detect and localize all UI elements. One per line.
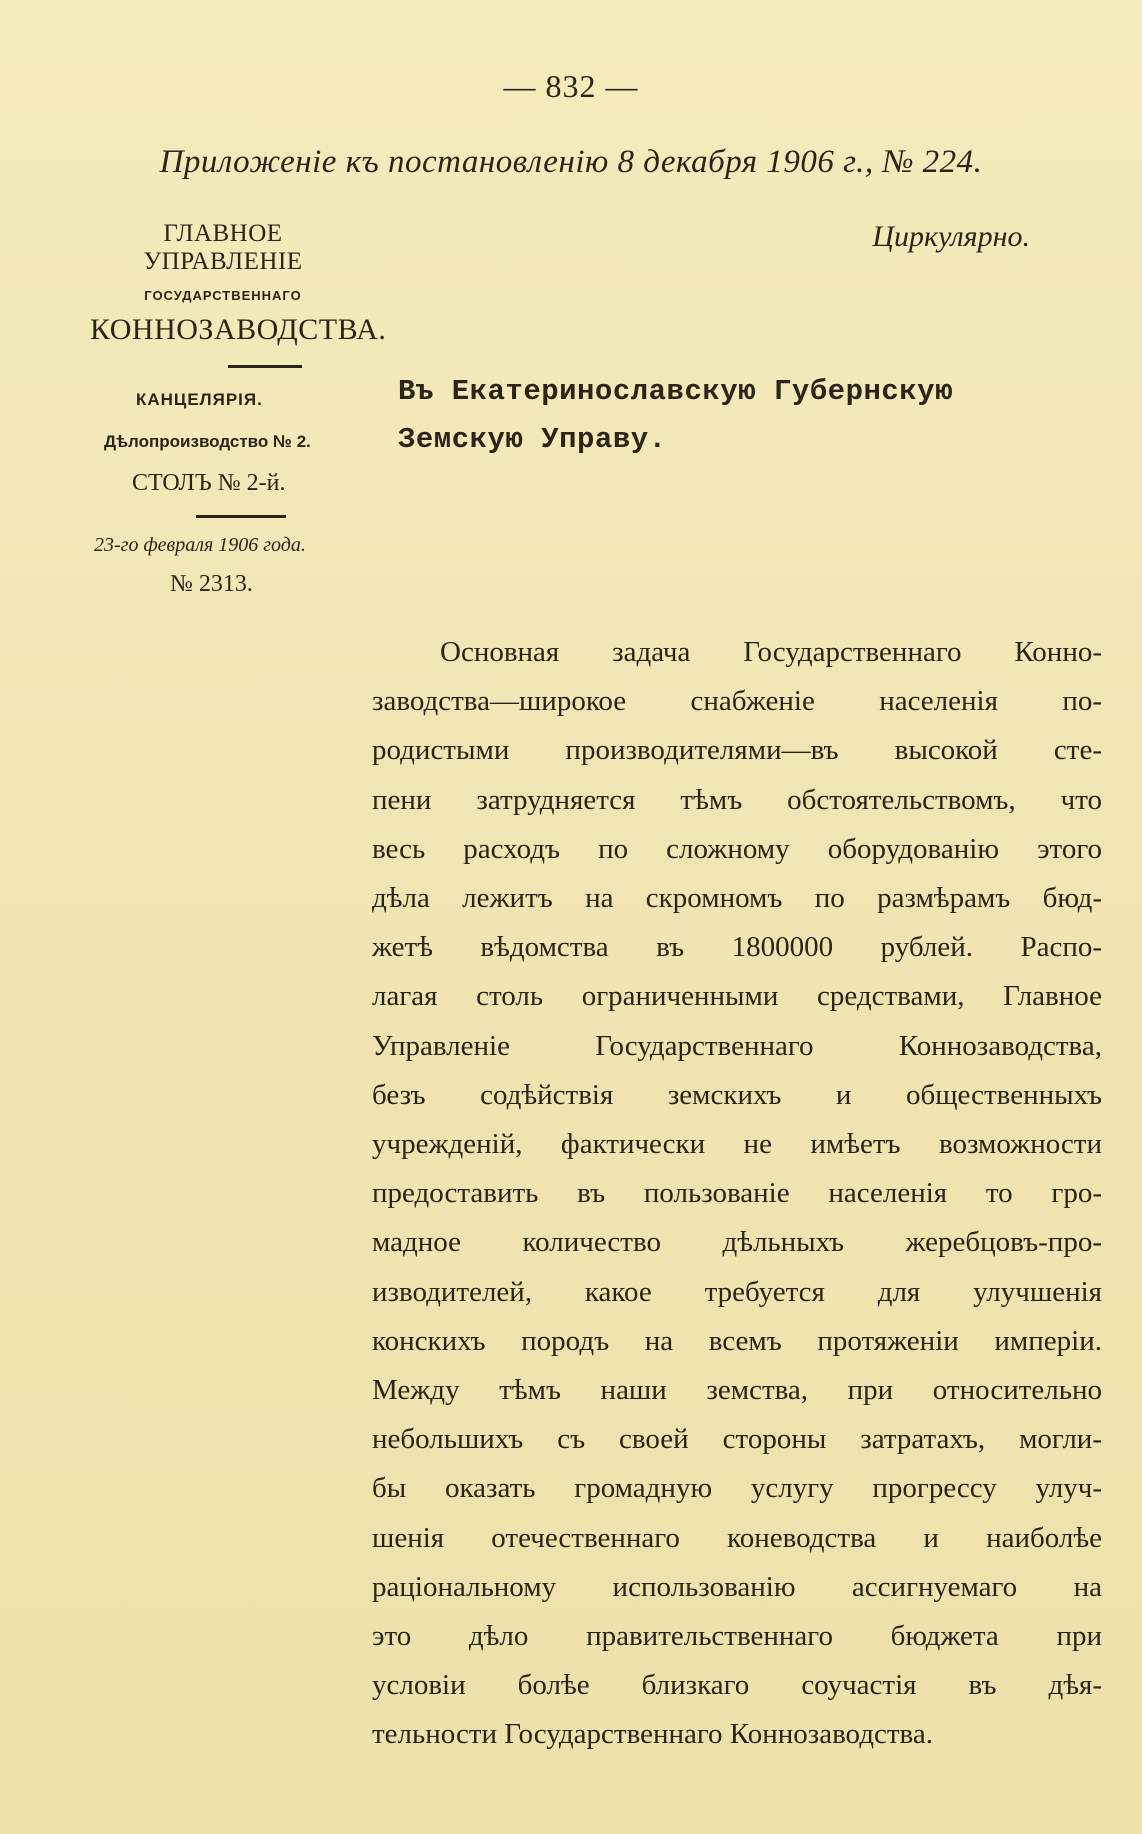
body-line: предоставить въ пользованіе населенія то гро- xyxy=(372,1177,1102,1210)
body-line: мадное количество дѣльныхъ жеребцовъ-про- xyxy=(372,1226,1102,1259)
appendix-heading: Приложеніе къ постановленію 8 декабря 1906 г., № 224. xyxy=(159,144,983,180)
body-line: родистыми производителями—въ высокой сте- xyxy=(372,734,1102,767)
letter-number: № 2313. xyxy=(170,571,253,597)
divider xyxy=(228,365,302,368)
body-line: жетѣ вѣдомства въ 1800000 рублей. Распо- xyxy=(372,931,1102,964)
page-number: — 832 — xyxy=(503,68,639,104)
sender-office: Дѣлопроизводство № 2. xyxy=(104,432,311,451)
body-line: бы оказать громадную услугу прогрессу улуч- xyxy=(372,1472,1102,1505)
body-line: шенія отечественнаго коневодства и наиболѣе xyxy=(372,1521,1102,1554)
divider xyxy=(196,515,286,518)
circular-label: Циркулярно. xyxy=(872,220,1030,253)
body-line: Управленіе Государственнаго Коннозаводства, xyxy=(372,1029,1102,1062)
sender-block xyxy=(88,220,387,598)
addressee-line: Въ Екатеринославскую Губернскую xyxy=(398,375,953,408)
letter-body xyxy=(372,628,1102,1760)
sender-org-line2: ГОСУДАРСТВЕННАГО xyxy=(144,288,302,303)
addressee xyxy=(398,368,1118,464)
body-line: лагая столь ограниченными средствами, Главное xyxy=(372,980,1102,1013)
sender-desk: СТОЛЪ № 2-й. xyxy=(132,470,286,496)
body-line: это дѣло правительственнаго бюджета при xyxy=(372,1620,1102,1653)
body-line: небольшихъ съ своей стороны затратахъ, могли- xyxy=(372,1423,1102,1456)
addressee-line: Земскую Управу. xyxy=(398,423,667,456)
body-line: безъ содѣйствія земскихъ и общественныхъ xyxy=(372,1078,1102,1111)
body-line: дѣла лежитъ на скромномъ по размѣрамъ бюд- xyxy=(372,882,1102,915)
body-line: условіи болѣе близкаго соучастія въ дѣя- xyxy=(372,1669,1102,1702)
sender-org-line1: ГЛАВНОЕ УПРАВЛЕНІЕ xyxy=(143,220,303,275)
body-line: Между тѣмъ наши земства, при относительно xyxy=(372,1374,1102,1407)
body-line: Основная задача Государственнаго Конно- xyxy=(440,636,1102,668)
body-line: заводства—широкое снабженіе населенія по- xyxy=(372,685,1102,718)
body-line: изводителей, какое требуется для улучшенія xyxy=(372,1275,1102,1308)
letter-date: 23-го февраля 1906 года. xyxy=(94,534,306,556)
body-line: пени затрудняется тѣмъ обстоятельствомъ, что xyxy=(372,783,1102,816)
sender-chancery: КАНЦЕЛЯРІЯ. xyxy=(136,390,263,409)
sender-org-line3: КОННОЗАВОДСТВА. xyxy=(90,313,387,346)
body-line: тельности Государственнаго Коннозаводства. xyxy=(372,1718,933,1751)
body-line: раціональному использованію ассигнуемаго на xyxy=(372,1570,1102,1603)
body-line: конскихъ породъ на всемъ протяженіи имперіи. xyxy=(372,1324,1102,1357)
body-line: учрежденій, фактически не имѣетъ возможности xyxy=(372,1128,1102,1161)
body-line: весь расходъ по сложному оборудованію этого xyxy=(372,832,1102,865)
